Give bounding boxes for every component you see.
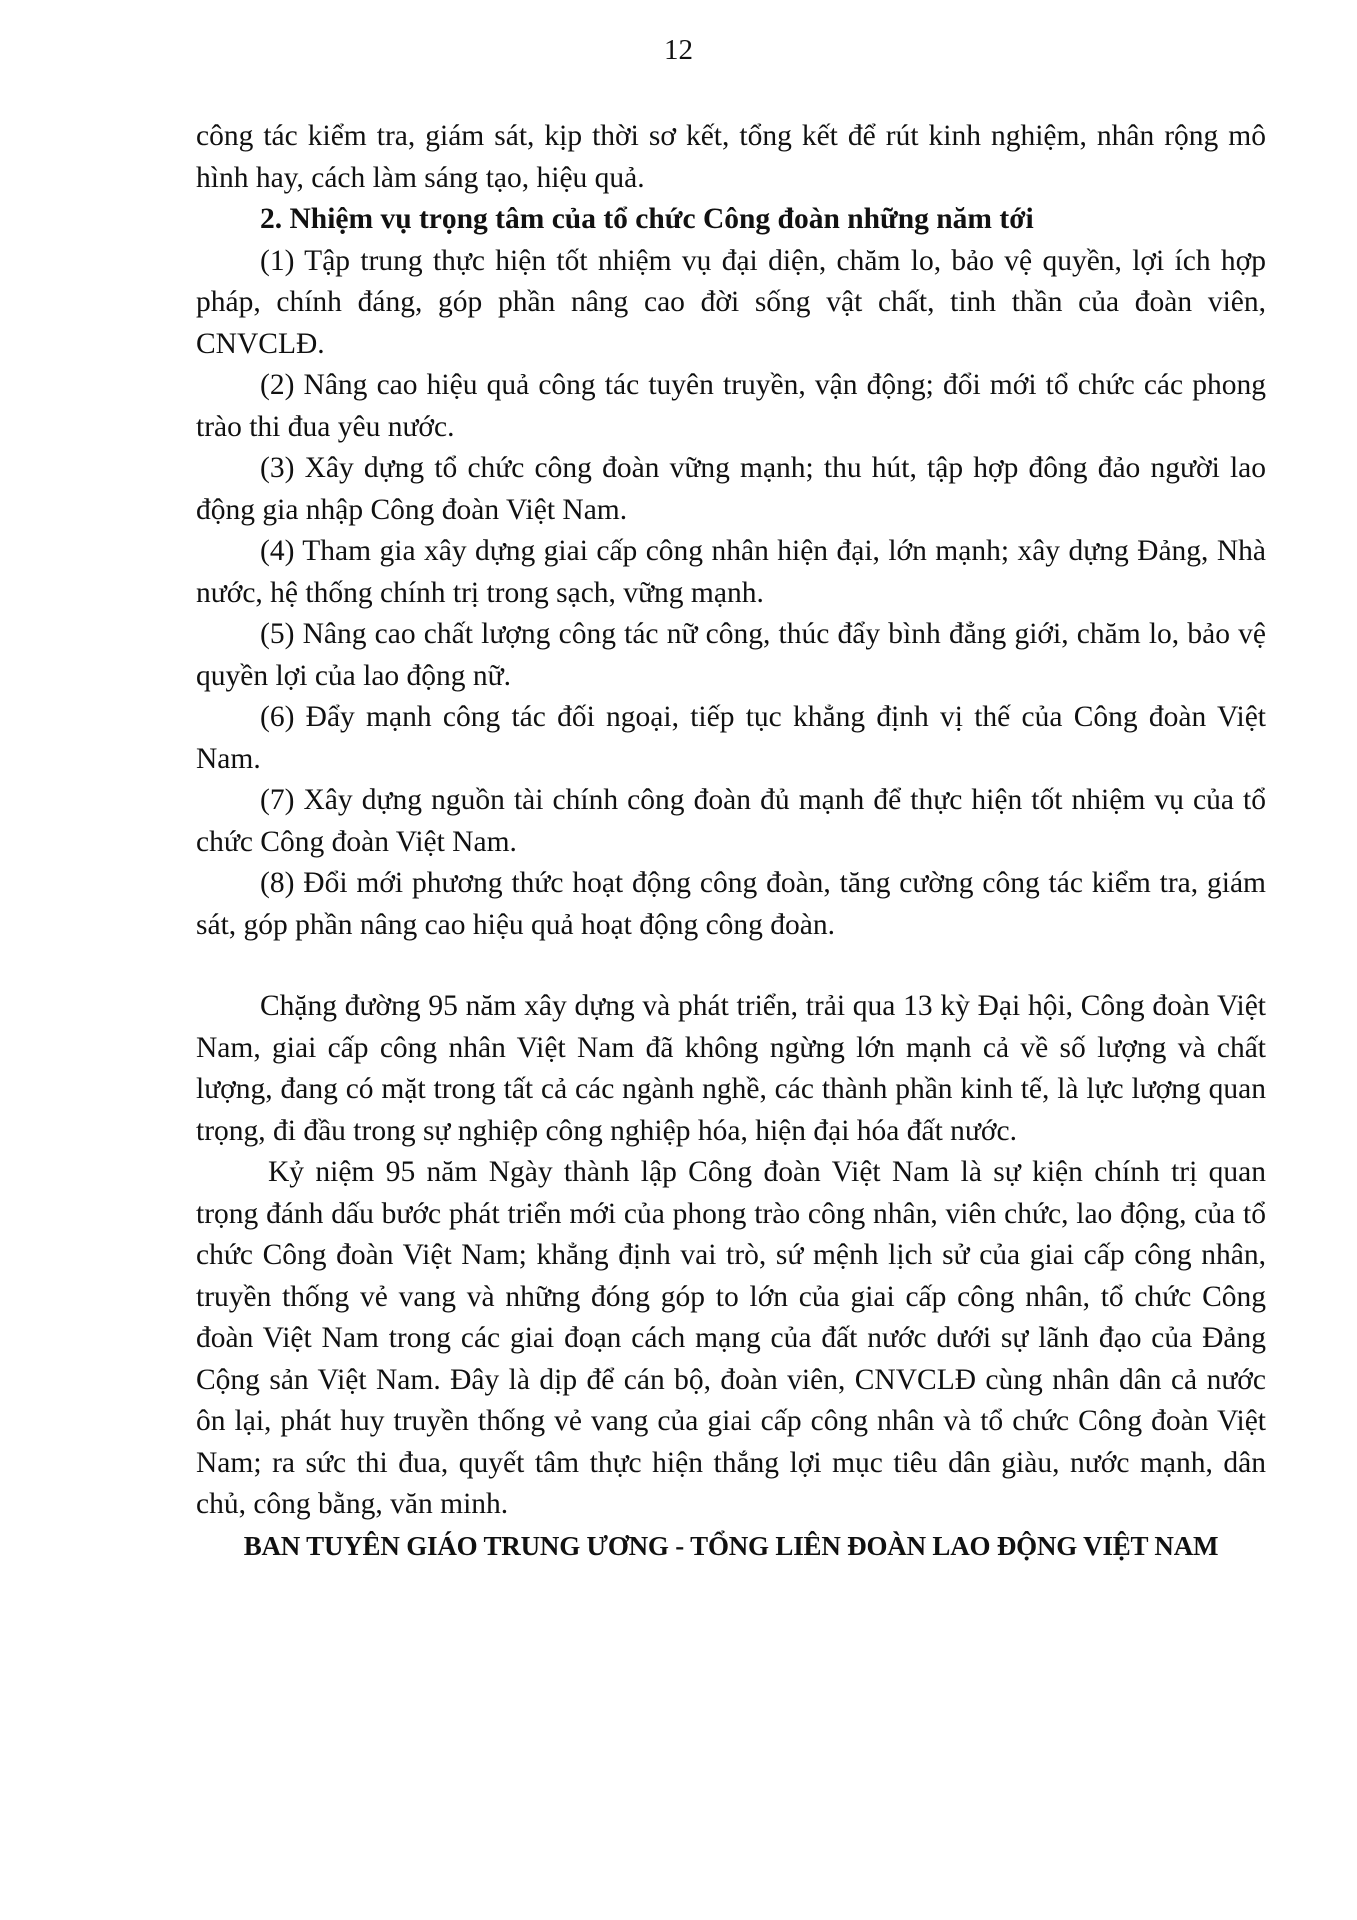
- task-item-7: (7) Xây dựng nguồn tài chính công đoàn đủ mạnh để thực hiện tốt nhiệm vụ của tổ chức Công đoàn Việt Nam.: [196, 784, 1266, 858]
- task-item-5: (5) Nâng cao chất lượng công tác nữ công, thúc đẩy bình đẳng giới, chăm lo, bảo vệ quyền lợi của lao động nữ.: [196, 618, 1266, 692]
- task-item-6: (6) Đẩy mạnh công tác đối ngoại, tiếp tục khẳng định vị thế của Công đoàn Việt Nam.: [196, 701, 1266, 775]
- document-body: [196, 116, 1266, 1567]
- conclusion-paragraph-1: Chặng đường 95 năm xây dựng và phát triển, trải qua 13 kỳ Đại hội, Công đoàn Việt Nam, giai cấp công nhân Việt Nam đã không ngừng lớn mạnh cả về số lượng và chất lượng, đang có mặt trong tất cả các ngành nghề, các thành phần kinh tế, là lực lượng quan trọng, đi đầu trong sự nghiệp công nghiệp hóa, hiện đại hóa đất nước.: [196, 990, 1266, 1147]
- signature: BAN TUYÊN GIÁO TRUNG ƯƠNG - TỔNG LIÊN ĐOÀN LAO ĐỘNG VIỆT NAM: [243, 1530, 1219, 1561]
- task-item-4: (4) Tham gia xây dựng giai cấp công nhân hiện đại, lớn mạnh; xây dựng Đảng, Nhà nước, hệ thống chính trị trong sạch, vững mạnh.: [196, 535, 1266, 609]
- task-item-3: (3) Xây dựng tổ chức công đoàn vững mạnh; thu hút, tập hợp đông đảo người lao động gia nhập Công đoàn Việt Nam.: [196, 452, 1266, 526]
- task-item-8: (8) Đổi mới phương thức hoạt động công đoàn, tăng cường công tác kiểm tra, giám sát, góp phần nâng cao hiệu quả hoạt động công đoàn.: [196, 867, 1266, 941]
- section-heading: 2. Nhiệm vụ trọng tâm của tổ chức Công đoàn những năm tới: [260, 203, 1034, 235]
- page-number: 12: [664, 34, 693, 66]
- intro-continuation: công tác kiểm tra, giám sát, kịp thời sơ kết, tổng kết để rút kinh nghiệm, nhân rộng mô hình hay, cách làm sáng tạo, hiệu quả.: [196, 120, 1266, 194]
- conclusion-paragraph-2: Kỷ niệm 95 năm Ngày thành lập Công đoàn Việt Nam là sự kiện chính trị quan trọng đánh dấu bước phát triển mới của phong trào công nhân, viên chức, lao động, của tổ chức Công đoàn Việt Nam; khẳng định vai trò, sứ mệnh lịch sử của giai cấp công nhân, truyền thống vẻ vang và những đóng góp to lớn của giai cấp công nhân, tổ chức Công đoàn Việt Nam trong các giai đoạn cách mạng của đất nước dưới sự lãnh đạo của Đảng Cộng sản Việt Nam. Đây là dịp để cán bộ, đoàn viên, CNVCLĐ cùng nhân dân cả nước ôn lại, phát huy truyền thống vẻ vang của giai cấp công nhân và tổ chức Công đoàn Việt Nam; ra sức thi đua, quyết tâm thực hiện thắng lợi mục tiêu dân giàu, nước mạnh, dân chủ, công bằng, văn minh.: [196, 1156, 1266, 1520]
- task-item-1: (1) Tập trung thực hiện tốt nhiệm vụ đại diện, chăm lo, bảo vệ quyền, lợi ích hợp pháp, chính đáng, góp phần nâng cao đời sống vật chất, tinh thần của đoàn viên, CNVCLĐ.: [196, 244, 1266, 360]
- task-item-2: (2) Nâng cao hiệu quả công tác tuyên truyền, vận động; đổi mới tổ chức các phong trào thi đua yêu nước.: [196, 369, 1266, 443]
